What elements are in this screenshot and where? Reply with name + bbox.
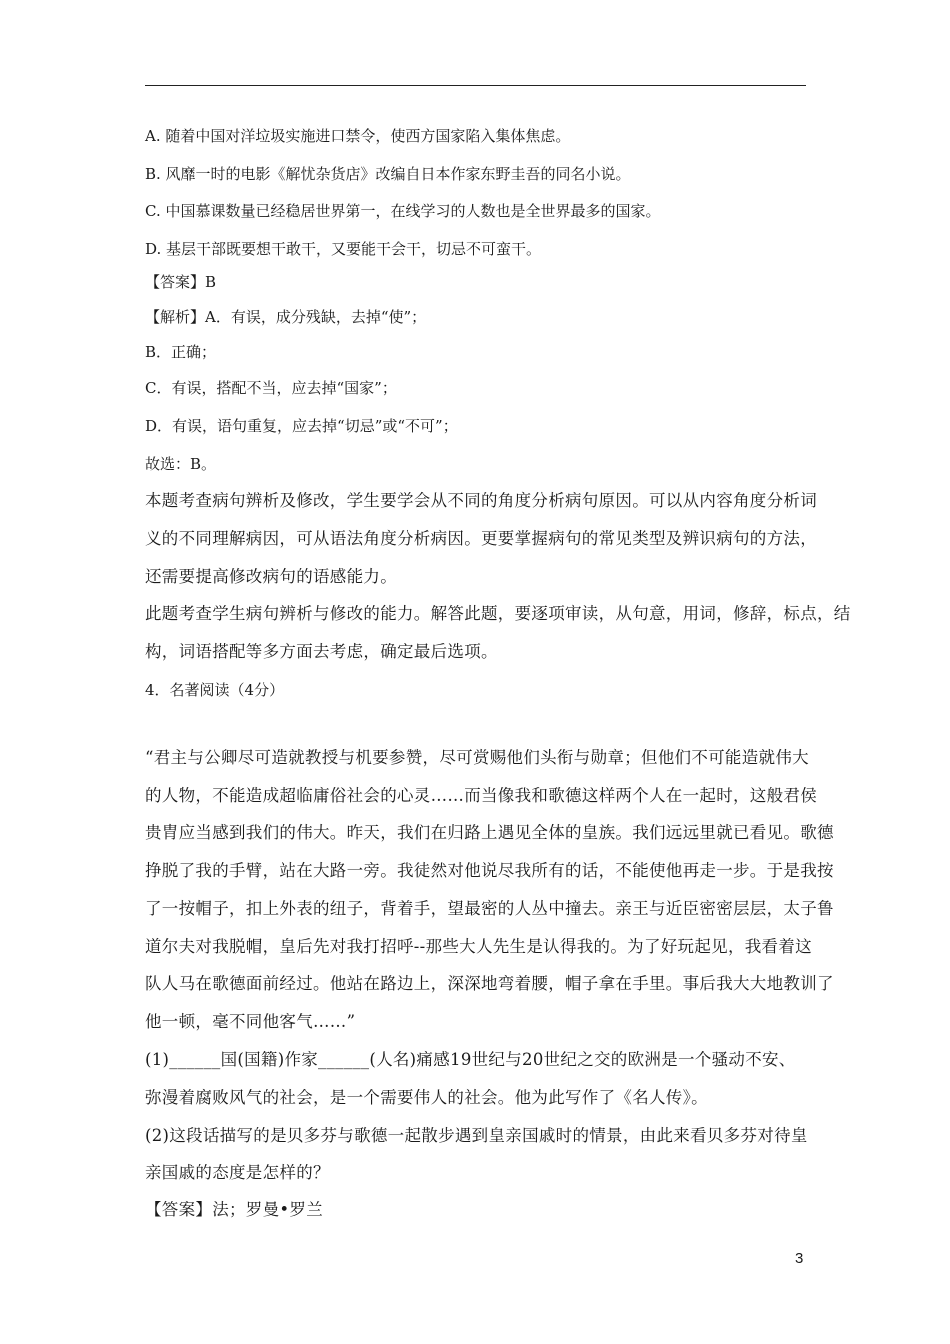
- explain2-line: 此题考查学生病句辨析与修改的能力。解答此题，要逐项审读，从句意，用词，修辞，标点，结: [145, 604, 851, 623]
- page-number: 3: [795, 1250, 804, 1267]
- passage-line: 道尔夫对我脱帽，皇后先对我打招呼--那些大人先生是认得我的。为了好玩起见，我看着这: [145, 937, 812, 956]
- passage-line: 挣脱了我的手臂，站在大路一旁。我徒然对他说尽我所有的话，不能使他再走一步。于是我按: [145, 861, 834, 880]
- explain2-line: 构，词语搭配等多方面去考虑，确定最后选项。: [145, 642, 498, 661]
- explain1-line: 本题考查病句辨析及修改，学生要学会从不同的角度分析病句原因。可以从内容角度分析词: [145, 491, 817, 510]
- analysis-d: D．有误，语句重复，应去掉“切忌”或“不可”；: [145, 417, 458, 435]
- passage-line: 队人马在歌德面前经过。他站在路边上，深深地弯着腰，帽子拿在手里。事后我大大地教训了: [145, 974, 834, 993]
- question-4-2: 亲国戚的态度是怎样的？: [145, 1163, 330, 1182]
- passage-line: 贵胄应当感到我们的伟大。昨天，我们在归路上遇见全体的皇族。我们远远里就已看见。歌德: [145, 823, 834, 842]
- passage-line: 了一按帽子，扣上外表的纽子，背着手，望最密的人丛中撞去。亲王与近臣密密层层，太子鲁: [145, 899, 834, 918]
- explain1-line: 还需要提高修改病句的语感能力。: [145, 567, 397, 586]
- option-b: B. 风靡一时的电影《解忧杂货店》改编自日本作家东野圭吾的同名小说。: [145, 165, 631, 183]
- passage-line: 的人物，不能造成超临庸俗社会的心灵……而当像我和歌德这样两个人在一起时，这般君侯: [145, 786, 817, 805]
- answer-4: 【答案】法；罗曼•罗兰: [145, 1200, 324, 1219]
- question-4-1: 弥漫着腐败风气的社会，是一个需要伟人的社会。他为此写作了《名人传》。: [145, 1088, 708, 1107]
- question-4-2: (2)这段话描写的是贝多芬与歌德一起散步遇到皇亲国戚时的情景，由此来看贝多芬对待皇: [145, 1126, 808, 1145]
- header-rule: [145, 85, 806, 86]
- analysis-a: 【解析】A．有误，成分残缺，去掉“使”；: [145, 308, 427, 326]
- passage-line: “君主与公卿尽可造就教授与机要参赞，尽可赏赐他们头衔与勋章；但他们不可能造就伟大: [145, 748, 809, 767]
- question-4-1: (1)______国(国籍)作家______(人名)痛感19世纪与20世纪之交的欧洲是一个骚动不安、: [145, 1050, 796, 1069]
- option-a: A. 随着中国对洋垃圾实施进口禁令，使西方国家陷入集体焦虑。: [145, 127, 571, 145]
- analysis-choice: 故选：B。: [145, 455, 217, 473]
- answer-3: 【答案】B: [145, 273, 217, 291]
- option-c: C. 中国慕课数量已经稳居世界第一，在线学习的人数也是全世界最多的国家。: [145, 202, 661, 220]
- passage-line: 他一顿，毫不同他客气……”: [145, 1012, 356, 1031]
- analysis-c: C．有误，搭配不当，应去掉“国家”；: [145, 379, 397, 397]
- analysis-b: B．正确；: [145, 343, 217, 361]
- question-4-title: 4．名著阅读（4分）: [145, 681, 285, 699]
- option-d: D. 基层干部既要想干敢干，又要能干会干，切忌不可蛮干。: [145, 240, 542, 258]
- explain1-line: 义的不同理解病因，可从语法角度分析病因。更要掌握病句的常见类型及辨识病句的方法，: [145, 529, 817, 548]
